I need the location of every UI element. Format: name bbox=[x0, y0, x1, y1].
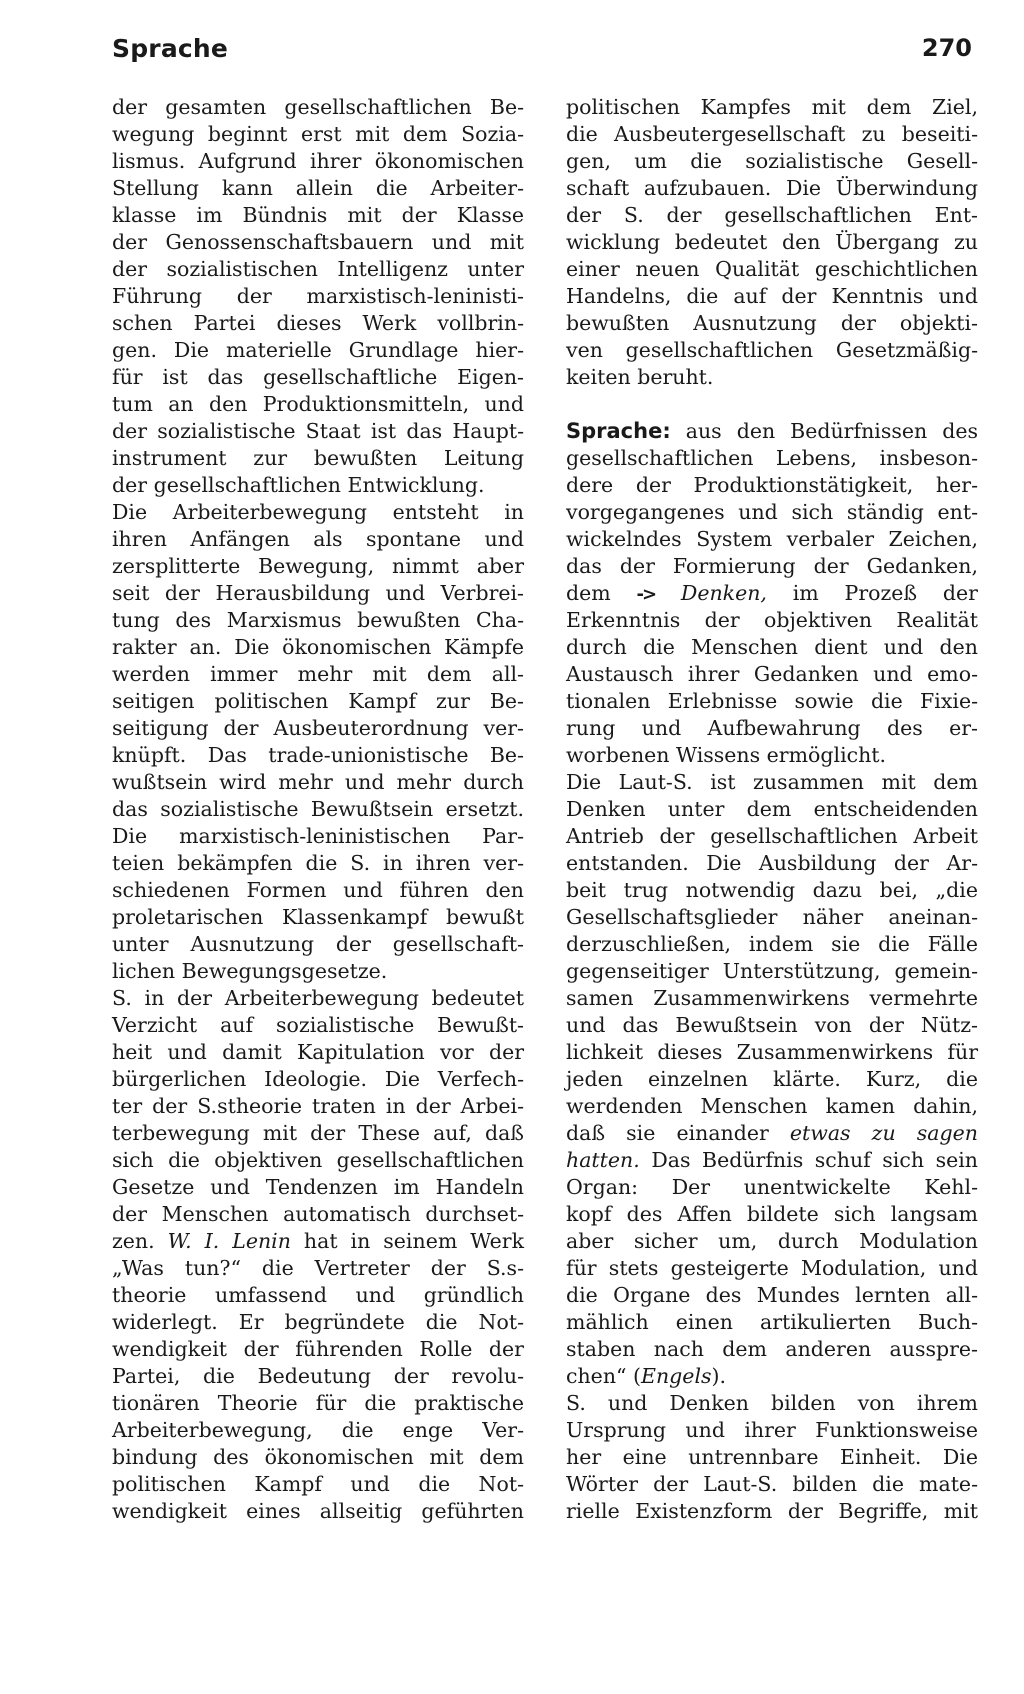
text-line: vorgegangenes und sich ständig ent- bbox=[566, 500, 978, 524]
quote-emphasis: etwas zu sagen bbox=[789, 1121, 978, 1145]
text-line: lismus. Aufgrund ihrer ökonomischen bbox=[112, 149, 524, 173]
text-line: ven gesellschaftlichen Gesetzmäßig- bbox=[566, 338, 978, 362]
text-line: proletarischen Klassenkampf bewußt bbox=[112, 905, 524, 929]
text-line: Erkenntnis der objektiven Realität bbox=[566, 608, 978, 632]
text-line: klasse im Bündnis mit der Klasse bbox=[112, 203, 524, 227]
left-column bbox=[112, 94, 524, 1525]
text-line: wicklung bedeutet den Übergang zu bbox=[566, 230, 978, 254]
text-line: der Genossenschaftsbauern und mit bbox=[112, 230, 524, 254]
text-line: der sozialistischen Intelligenz unter bbox=[112, 257, 524, 281]
text-line: seitigung der Ausbeuterordnung ver- bbox=[112, 716, 524, 740]
text-line: tionären Theorie für die praktische bbox=[112, 1391, 524, 1415]
text-line: bewußten Ausnutzung der objekti- bbox=[566, 311, 978, 335]
text-line: Die marxistisch-leninistischen Par- bbox=[112, 824, 524, 848]
text-line: ihren Anfängen als spontane und bbox=[112, 527, 524, 551]
text-line: S. in der Arbeiterbewegung bedeutet bbox=[112, 986, 524, 1010]
text-line: theorie umfassend und gründlich bbox=[112, 1283, 524, 1307]
text-line: Organ: Der unentwickelte Kehl- bbox=[566, 1175, 978, 1199]
quote-post: Das Bedürfnis schuf sich sein bbox=[651, 1148, 978, 1172]
text-line: Arbeiterbewegung, die enge Ver- bbox=[112, 1418, 524, 1442]
text-line: Die Arbeiterbewegung entsteht in bbox=[112, 500, 524, 524]
text-line: für ist das gesellschaftliche Eigen- bbox=[112, 365, 524, 389]
text-line: teien bekämpfen die S. in ihren ver- bbox=[112, 851, 524, 875]
text-line: samen Zusammenwirkens vermehrte bbox=[566, 986, 978, 1010]
entry-first-line bbox=[566, 418, 978, 445]
text-line: staben nach dem anderen ausspre- bbox=[566, 1337, 978, 1361]
text-line: sich die objektiven gesellschaftlichen bbox=[112, 1148, 524, 1172]
arrow-right-icon: -> bbox=[636, 584, 656, 605]
text-line: Antrieb der gesellschaftlichen Arbeit bbox=[566, 824, 978, 848]
text-line: derzuschließen, indem sie die Fälle bbox=[566, 932, 978, 956]
crossref-link-denken[interactable]: Denken, bbox=[680, 581, 767, 605]
text-line: beit trug notwendig dazu bei, „die bbox=[566, 878, 978, 902]
text-line: gegenseitiger Unterstützung, gemein- bbox=[566, 959, 978, 983]
text-line: seit der Herausbildung und Verbrei- bbox=[112, 581, 524, 605]
text-line: Partei, die Bedeutung der revolu- bbox=[112, 1364, 524, 1388]
text-line: „Was tun?“ die Vertreter der S.s- bbox=[112, 1256, 524, 1280]
text-line: wußtsein wird mehr und mehr durch bbox=[112, 770, 524, 794]
citation-author: Engels bbox=[641, 1364, 712, 1388]
text-line: für stets gesteigerte Modulation, und bbox=[566, 1256, 978, 1280]
text-line: werden immer mehr mit dem all- bbox=[112, 662, 524, 686]
text-line: der sozialistische Staat ist das Haupt- bbox=[112, 419, 524, 443]
text-line: Verzicht auf sozialistische Bewußt- bbox=[112, 1013, 524, 1037]
text-line: schaft aufzubauen. Die Überwindung bbox=[566, 176, 978, 200]
text-line: bindung des ökonomischen mit dem bbox=[112, 1445, 524, 1469]
text-line: wendigkeit eines allseitig geführten bbox=[112, 1499, 524, 1523]
text-line: Handelns, die auf der Kenntnis und bbox=[566, 284, 978, 308]
text-line: das sozialistische Bewußtsein ersetzt. bbox=[112, 797, 524, 821]
text-line: lichen Bewegungsgesetze. bbox=[112, 959, 388, 983]
text-line: widerlegt. Er begründete die Not- bbox=[112, 1310, 524, 1334]
text-line: ter der S.stheorie traten in der Arbei- bbox=[112, 1094, 524, 1118]
text-line-quote bbox=[566, 1120, 978, 1147]
text-line: einer neuen Qualität geschichtlichen bbox=[566, 257, 978, 281]
text-line: politischen Kampfes mit dem Ziel, bbox=[566, 95, 978, 119]
text-line: werdenden Menschen kamen dahin, bbox=[566, 1094, 978, 1118]
text-line: der gesellschaftlichen Entwicklung. bbox=[112, 473, 485, 497]
text-line: rung und Aufbewahrung des er- bbox=[566, 716, 978, 740]
text-line: S. und Denken bilden von ihrem bbox=[566, 1391, 978, 1415]
quote-pre: daß sie einander bbox=[566, 1121, 769, 1145]
text-line: zersplitterte Bewegung, nimmt aber bbox=[112, 554, 524, 578]
text-line-quote bbox=[566, 1147, 978, 1174]
text-line: Führung der marxistisch-leninisti- bbox=[112, 284, 524, 308]
entry-headword: Sprache: bbox=[566, 419, 671, 443]
crossref-pre: dem bbox=[566, 581, 611, 605]
text-line: Stellung kann allein die Arbeiter- bbox=[112, 176, 524, 200]
text-line: rielle Existenzform der Begriffe, mit bbox=[566, 1499, 978, 1523]
text-line: seitigen politischen Kampf zur Be- bbox=[112, 689, 524, 713]
text-line: gen. Die materielle Grundlage hier- bbox=[112, 338, 524, 362]
text-line: mählich einen artikulierten Buch- bbox=[566, 1310, 978, 1334]
text-line: dere der Produktionstätigkeit, her- bbox=[566, 473, 978, 497]
author-ref-name: W. I. Lenin bbox=[167, 1229, 291, 1253]
text-line: jeden einzelnen klärte. Kurz, die bbox=[566, 1067, 978, 1091]
text-line: lichkeit dieses Zusammenwirkens für bbox=[566, 1040, 978, 1064]
text-line: gesellschaftlichen Lebens, insbeson- bbox=[566, 446, 978, 470]
text-line-citation bbox=[566, 1363, 978, 1390]
text-line: das der Formierung der Gedanken, bbox=[566, 554, 978, 578]
text-line: der gesamten gesellschaftlichen Be- bbox=[112, 95, 524, 119]
text-line: Austausch ihrer Gedanken und emo- bbox=[566, 662, 978, 686]
page-number: 270 bbox=[921, 34, 972, 62]
text-line: tum an den Produktionsmitteln, und bbox=[112, 392, 524, 416]
text-line: aber sicher um, durch Modulation bbox=[566, 1229, 978, 1253]
text-line-author-ref bbox=[112, 1228, 524, 1255]
text-line: terbewegung mit der These auf, daß bbox=[112, 1121, 524, 1145]
text-line: die Ausbeutergesellschaft zu beseiti- bbox=[566, 122, 978, 146]
text-line: kopf des Affen bildete sich langsam bbox=[566, 1202, 978, 1226]
author-ref-pre: zen. bbox=[112, 1229, 155, 1253]
text-line-crossref bbox=[566, 580, 978, 607]
text-line: Gesellschaftsglieder näher aneinan- bbox=[566, 905, 978, 929]
text-line: die Organe des Mundes lernten all- bbox=[566, 1283, 978, 1307]
entry-gap bbox=[566, 391, 978, 418]
text-line: keiten beruht. bbox=[566, 365, 714, 389]
text-line: her eine untrennbare Einheit. Die bbox=[566, 1445, 978, 1469]
text-line: wickelndes System verbaler Zeichen, bbox=[566, 527, 978, 551]
text-line: tung des Marxismus bewußten Cha- bbox=[112, 608, 524, 632]
text-line: gen, um die sozialistische Gesell- bbox=[566, 149, 978, 173]
text-line: Gesetze und Tendenzen im Handeln bbox=[112, 1175, 524, 1199]
crossref-post: im Prozeß der bbox=[792, 581, 978, 605]
text-line: wegung beginnt erst mit dem Sozia- bbox=[112, 122, 524, 146]
entry-line1-text: aus den Bedürfnissen des bbox=[685, 419, 978, 443]
text-line: instrument zur bewußten Leitung bbox=[112, 446, 524, 470]
text-line: knüpft. Das trade-unionistische Be- bbox=[112, 743, 524, 767]
text-line: Ursprung und ihrer Funktionsweise bbox=[566, 1418, 978, 1442]
text-line: schen Partei dieses Werk vollbrin- bbox=[112, 311, 524, 335]
text-line: entstanden. Die Ausbildung der Ar- bbox=[566, 851, 978, 875]
text-line: heit und damit Kapitulation vor der bbox=[112, 1040, 524, 1064]
right-column bbox=[566, 94, 978, 1525]
text-line: durch die Menschen dient und den bbox=[566, 635, 978, 659]
text-line: worbenen Wissens ermöglicht. bbox=[566, 743, 887, 767]
running-head: Sprache bbox=[112, 34, 229, 63]
text-line: tionalen Erlebnisse sowie die Fixie- bbox=[566, 689, 978, 713]
text-line: wendigkeit der führenden Rolle der bbox=[112, 1337, 524, 1361]
citation-post: ). bbox=[711, 1364, 727, 1388]
text-line: bürgerlichen Ideologie. Die Verfech- bbox=[112, 1067, 524, 1091]
text-line: politischen Kampf und die Not- bbox=[112, 1472, 524, 1496]
text-line: Wörter der Laut-S. bilden die mate- bbox=[566, 1472, 978, 1496]
text-line: und das Bewußtsein von der Nütz- bbox=[566, 1013, 978, 1037]
text-line: schiedenen Formen und führen den bbox=[112, 878, 524, 902]
text-line: rakter an. Die ökonomischen Kämpfe bbox=[112, 635, 524, 659]
text-line: unter Ausnutzung der gesellschaft- bbox=[112, 932, 524, 956]
text-line: der S. der gesellschaftlichen Ent- bbox=[566, 203, 978, 227]
author-ref-post: hat in seinem Werk bbox=[303, 1229, 524, 1253]
quote-emphasis-end: hatten. bbox=[566, 1148, 640, 1172]
text-line: der Menschen automatisch durchset- bbox=[112, 1202, 524, 1226]
citation-pre: chen“ ( bbox=[566, 1364, 642, 1388]
text-line: Die Laut-S. ist zusammen mit dem bbox=[566, 770, 978, 794]
text-line: Denken unter dem entscheidenden bbox=[566, 797, 978, 821]
